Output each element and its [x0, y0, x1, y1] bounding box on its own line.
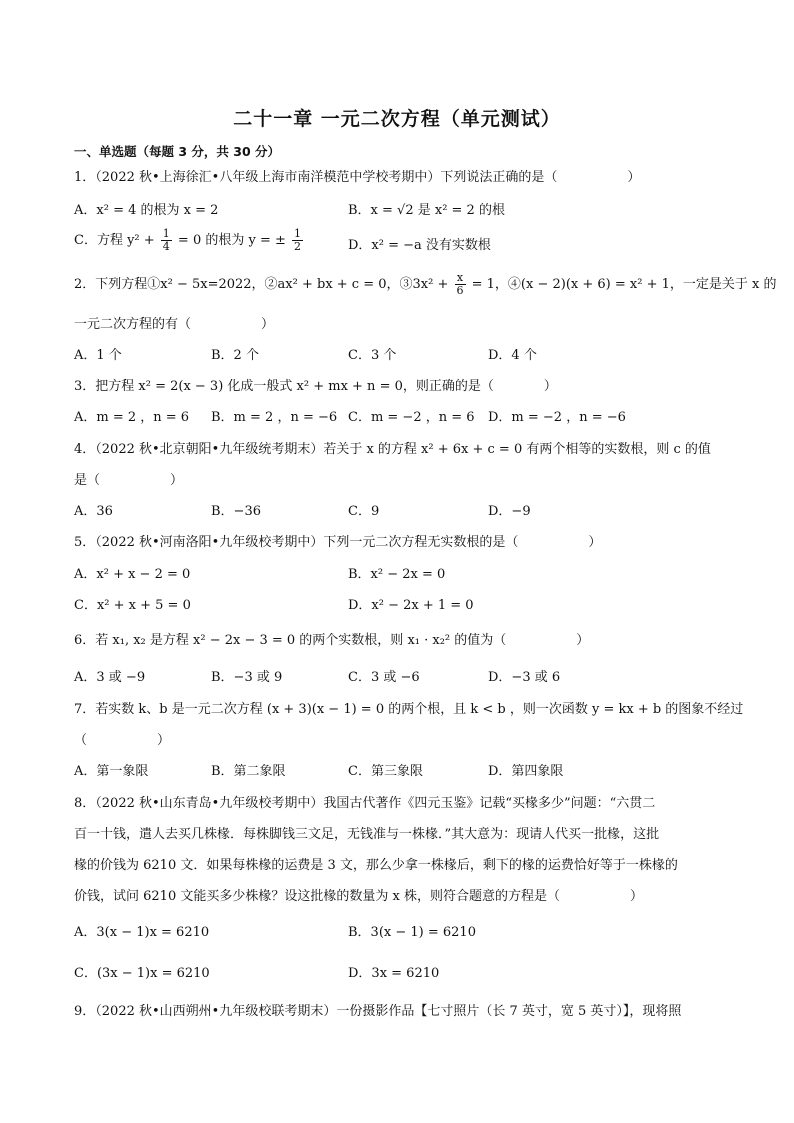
question-4-option-d: D．−9 — [488, 504, 531, 519]
question-3-option-d: D．m = −2 ，n = −6 — [488, 410, 626, 425]
fraction-numerator: 1 — [294, 227, 302, 240]
question-2-close: ） — [261, 317, 275, 332]
question-7-option-a: A．第一象限 — [74, 764, 149, 779]
fraction-denominator: 2 — [294, 240, 302, 253]
question-3-close: ） — [543, 379, 557, 394]
question-8-option-d: D．3x = 6210 — [348, 966, 440, 981]
question-2-stem-2: 一元二次方程的有（ — [74, 317, 192, 332]
option-c-text-mid: = 0 的根为 y = ± — [173, 233, 291, 248]
fraction-one-quarter — [161, 228, 172, 253]
question-1-close: ） — [627, 170, 641, 185]
question-4-close: ） — [170, 473, 184, 488]
question-3-option-b: B．m = 2 ，n = −6 — [211, 410, 338, 425]
question-4: 4．（2022 秋•北京朝阳•九年级统考期末）若关于 x 的方程 x² + 6x + c = 0 有两个相等的实数根，则 c 的值 — [74, 442, 711, 457]
question-2-option-d: D．4 个 — [488, 348, 537, 363]
question-6-option-d: D．−3 或 6 — [488, 670, 561, 685]
question-8-option-c: C．(3x − 1)x = 6210 — [74, 966, 210, 981]
question-8-line-3: 椽的价钱为 6210 文．如果每株椽的运费是 3 文，那么少拿一株椽后，剩下的椽的运费恰好等于一株椽的 — [74, 858, 678, 873]
question-5-option-a: A．x² + x − 2 = 0 — [74, 567, 191, 582]
question-5-option-c: C．x² + x + 5 = 0 — [74, 598, 191, 613]
question-6 — [74, 629, 589, 648]
question-8-line-2: 百一十钱，遣人去买几株椽．每株脚钱三文足，无钱准与一株椽．”其大意为：现请人代买一批椽，这批 — [74, 827, 660, 842]
question-1-option-c — [74, 228, 305, 253]
question-7: 7．若实数 k、b 是一元二次方程 (x + 3)(x − 1) = 0 的两个根，且 k < b ，则一次函数 y = kx + b 的图象不经过 — [74, 702, 744, 717]
question-8-close: ） — [629, 889, 643, 904]
question-3 — [74, 375, 557, 394]
question-4-option-b: B．−36 — [211, 504, 261, 519]
fraction-denominator: 6 — [456, 284, 464, 297]
question-8-stem-4: 价钱，试问 6210 文能买多少株椽？设这批椽的数量为 x 株，则符合题意的方程是（ — [74, 889, 560, 904]
fraction-x-over-6 — [455, 272, 466, 297]
question-2-line-2 — [74, 313, 274, 332]
question-1-stem: 1．（2022 秋•上海徐汇•八年级上海市南洋模范中学校考期中）下列说法正确的是（ — [74, 170, 558, 185]
question-7-option-b: B．第二象限 — [211, 764, 286, 779]
page-title: 二十一章 一元二次方程（单元测试） — [233, 108, 561, 130]
question-5-option-d: D．x² − 2x + 1 = 0 — [348, 598, 474, 613]
question-8-line-1: 8．（2022 秋•山东青岛•九年级校考期中）我国古代著作《四元玉鉴》记载“买椽多少”问题：“六贯二 — [74, 796, 656, 811]
fraction-numerator: x — [455, 272, 466, 285]
question-2-stem-post: = 1，④(x − 2)(x + 6) = x² + 1，一定是关于 x 的 — [467, 277, 777, 292]
question-7-option-c: C．第三象限 — [348, 764, 423, 779]
question-5-stem: 5．（2022 秋•河南洛阳•九年级校考期中）下列一元二次方程无实数根的是（ — [74, 535, 519, 550]
question-2-option-a: A．1 个 — [74, 348, 122, 363]
question-7-line-2 — [74, 729, 170, 748]
question-6-option-a: A．3 或 −9 — [74, 670, 146, 685]
question-6-stem: 6．若 x₁, x₂ 是方程 x² − 2x − 3 = 0 的两个实数根，则 x₁ · x₂² 的值为（ — [74, 633, 507, 648]
question-1-option-d: D．x² = −a 没有实数根 — [348, 238, 491, 253]
question-3-option-a: A．m = 2 ，n = 6 — [74, 410, 190, 425]
question-3-option-c: C．m = −2 ，n = 6 — [348, 410, 475, 425]
question-5-option-b: B．x² − 2x = 0 — [348, 567, 446, 582]
question-6-option-b: B．−3 或 9 — [211, 670, 283, 685]
question-7-option-d: D．第四象限 — [488, 764, 564, 779]
question-2-option-c: C．3 个 — [348, 348, 397, 363]
question-3-stem: 3．把方程 x² = 2(x − 3) 化成一般式 x² + mx + n = 0，则正确的是（ — [74, 379, 494, 394]
question-4-line-2 — [74, 469, 183, 488]
question-8-line-4 — [74, 885, 643, 904]
question-6-option-c: C．3 或 −6 — [348, 670, 420, 685]
fraction-numerator: 1 — [162, 227, 170, 240]
question-1-option-b: B．x = √2 是 x² = 2 的根 — [348, 203, 505, 218]
question-5 — [74, 531, 601, 550]
fraction-one-half — [292, 228, 303, 253]
section-heading: 一、单选题（每题 3 分，共 30 分） — [74, 144, 281, 159]
question-7-close: ） — [157, 733, 171, 748]
question-5-close: ） — [588, 535, 602, 550]
question-6-close: ） — [576, 633, 590, 648]
question-9-line-1: 9．（2022 秋•山西朔州•九年级校联考期末）一份摄影作品【七寸照片（长 7 英寸，宽 5 英寸）】，现将照 — [74, 1004, 682, 1019]
question-7-stem-2: （ — [74, 733, 88, 748]
question-2-stem: 2．下列方程①x² − 5x=2022，②ax² + bx + c = 0，③3x² + — [74, 277, 453, 292]
question-4-option-a: A．36 — [74, 504, 113, 519]
question-1 — [74, 166, 640, 185]
fraction-denominator: 4 — [162, 240, 170, 253]
question-2 — [74, 272, 776, 297]
question-8-option-a: A．3(x − 1)x = 6210 — [74, 925, 210, 940]
question-1-option-a: A．x² = 4 的根为 x = 2 — [74, 203, 219, 218]
question-4-option-c: C．9 — [348, 504, 380, 519]
option-c-text: C．方程 y² + — [74, 233, 159, 248]
question-8-option-b: B．3(x − 1) = 6210 — [348, 925, 476, 940]
question-4-stem-2: 是（ — [74, 473, 101, 488]
question-2-option-b: B．2 个 — [211, 348, 259, 363]
